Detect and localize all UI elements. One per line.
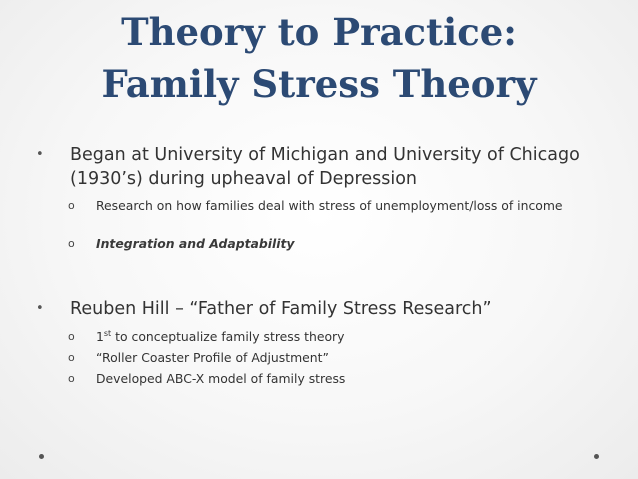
sub-bullet-marker: o xyxy=(68,372,75,385)
slide-title-line-2: Family Stress Theory xyxy=(101,62,537,106)
sub-bullet-item xyxy=(68,198,568,213)
sub-bullet-item xyxy=(68,350,568,365)
sub-bullet-text: Developed ABC-X model of family stress xyxy=(96,371,346,386)
slide-title-line-1: Theory to Practice: xyxy=(121,10,517,54)
sub-bullet-item xyxy=(68,371,568,386)
bullet-marker: • xyxy=(36,147,44,162)
sub-bullet-text-emphasized: Integration and Adaptability xyxy=(96,236,295,251)
sub-bullet-marker: o xyxy=(68,330,75,343)
sub-bullet-text-rest: to conceptualize family stress theory xyxy=(111,329,345,344)
sub-bullet-text xyxy=(68,329,568,344)
bullet-text: Reuben Hill – “Father of Family Stress Research” xyxy=(70,299,492,319)
decorative-dot-left xyxy=(39,454,44,459)
sub-bullet-text: Research on how families deal with stress of unemployment/loss of income xyxy=(96,198,563,213)
sub-bullet-marker: o xyxy=(68,237,75,250)
bullet-marker: • xyxy=(36,301,44,316)
sub-bullet-marker: o xyxy=(68,199,75,212)
bullet-item xyxy=(36,143,596,191)
sub-bullet-item xyxy=(68,329,568,344)
decorative-dot-right xyxy=(594,454,599,459)
ordinal-suffix: st xyxy=(103,328,112,338)
sub-bullet-marker: o xyxy=(68,351,75,364)
bullet-item xyxy=(36,297,596,321)
sub-bullet-item xyxy=(68,236,568,251)
bullet-text: Began at University of Michigan and University of Chicago (1930’s) during upheaval of Depression xyxy=(70,145,580,189)
ordinal-number: 1 xyxy=(96,329,104,344)
sub-bullet-text: “Roller Coaster Profile of Adjustment” xyxy=(96,350,329,365)
